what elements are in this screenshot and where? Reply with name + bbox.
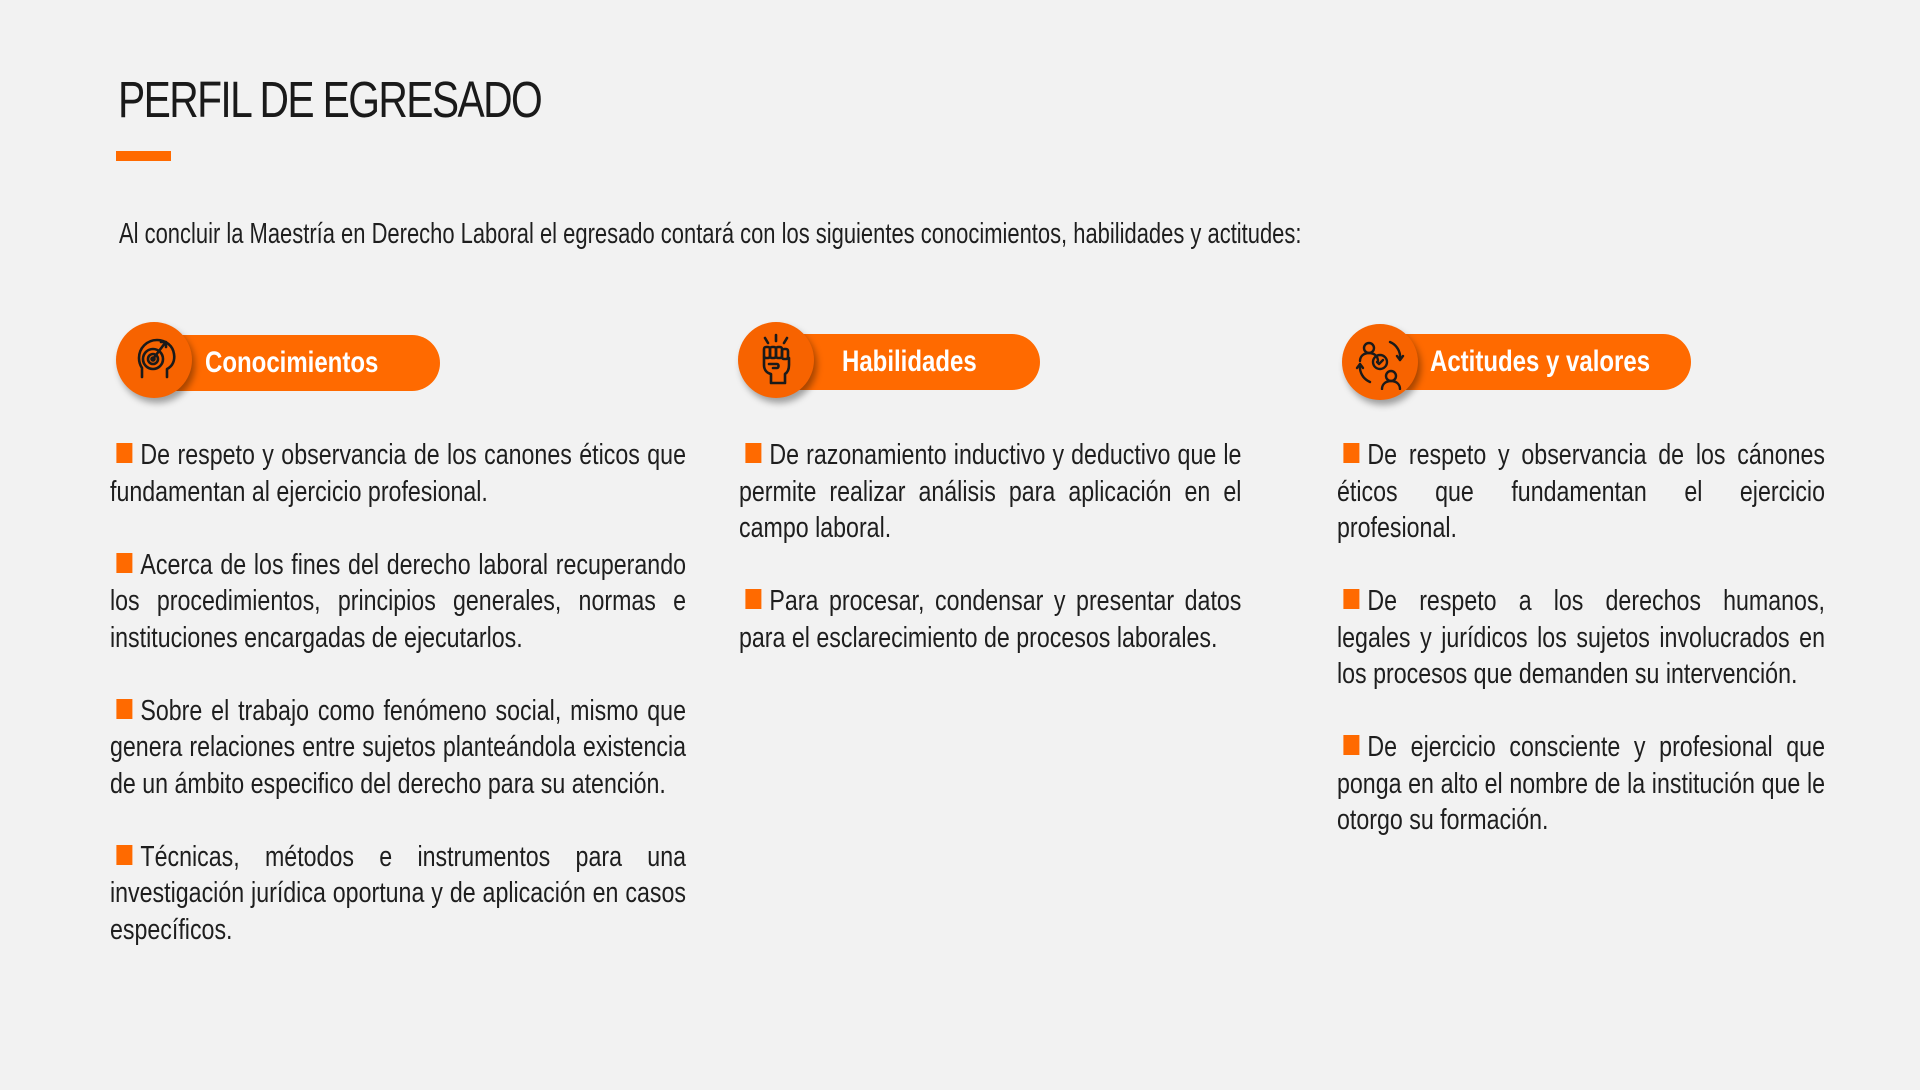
- column-actitudes: [1337, 437, 1825, 875]
- list-item: Técnicas, métodos e instrumentos para una investigación jurídica oportuna y de aplicación en casos específicos.: [110, 840, 686, 946]
- section-label: Actitudes y valores: [1430, 345, 1651, 378]
- intro-text: Al concluir la Maestría en Derecho Laboral el egresado contará con los siguientes conocimientos, habilidades y actitudes:: [119, 218, 1302, 250]
- page-title: PERFIL DE EGRESADO: [118, 71, 542, 128]
- square-bullet-icon: [116, 553, 132, 573]
- column-habilidades: [739, 437, 1241, 693]
- list-item: De respeto y observancia de los cánones éticos que fundamentan el ejercicio profesional.: [1337, 439, 1825, 544]
- title-underline: [116, 151, 171, 161]
- square-bullet-icon: [116, 845, 132, 865]
- raised-fist-icon: [738, 322, 814, 398]
- list-item: Para procesar, condensar y presentar datos para el esclarecimiento de procesos laborales.: [739, 585, 1242, 654]
- people-cycle-icon: [1342, 324, 1418, 400]
- square-bullet-icon: [745, 443, 761, 463]
- head-target-icon: [116, 322, 192, 398]
- square-bullet-icon: [1343, 735, 1359, 755]
- section-label: Habilidades: [842, 345, 977, 378]
- square-bullet-icon: [745, 589, 761, 609]
- square-bullet-icon: [116, 699, 132, 719]
- list-item: Acerca de los fines del derecho laboral recuperando los procedimientos, principios generales, normas e instituciones encargadas de ejecutarlos.: [110, 548, 686, 654]
- square-bullet-icon: [116, 443, 132, 463]
- column-conocimientos: [110, 437, 686, 985]
- list-item: De respeto y observancia de los canones éticos que fundamentan al ejercicio profesional.: [110, 439, 686, 508]
- square-bullet-icon: [1343, 443, 1359, 463]
- list-item: Sobre el trabajo como fenómeno social, mismo que genera relaciones entre sujetos planteándola existencia de un ámbito especifico del derecho para su atención.: [110, 694, 686, 800]
- list-item: De razonamiento inductivo y deductivo que le permite realizar análisis para aplicación en el campo laboral.: [739, 439, 1242, 544]
- list-item: De respeto a los derechos humanos, legales y jurídicos los sujetos involucrados en los procesos que demanden su intervención.: [1337, 585, 1825, 690]
- section-label: Conocimientos: [205, 346, 379, 379]
- square-bullet-icon: [1343, 589, 1359, 609]
- list-item: De ejercicio consciente y profesional que ponga en alto el nombre de la institución que le otorgo su formación.: [1337, 731, 1825, 836]
